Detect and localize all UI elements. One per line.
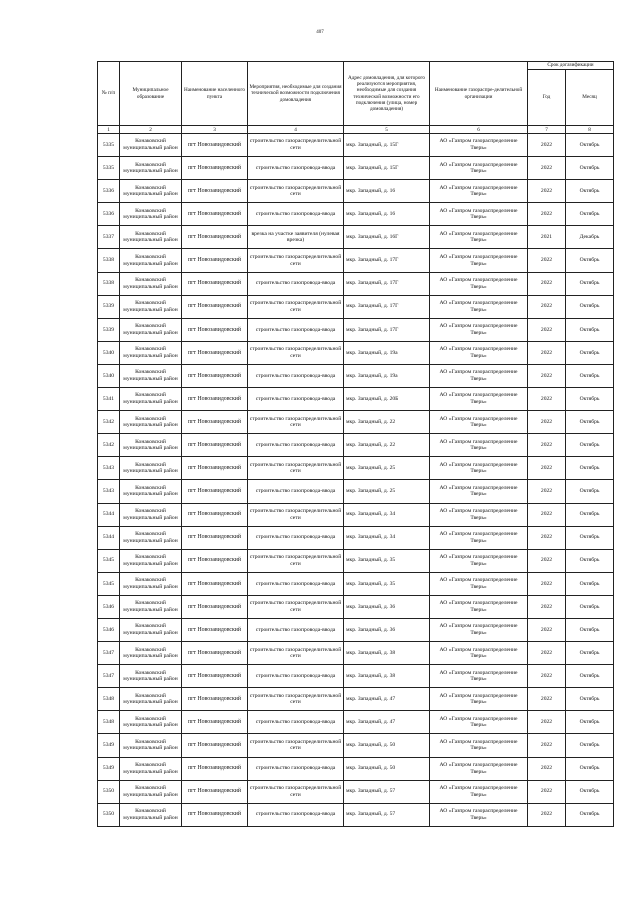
address-cell: мкр. Западный, д. 38: [344, 665, 430, 688]
table-row: [98, 642, 614, 665]
month-cell: Октябрь: [566, 388, 614, 411]
municipality-cell: Конаковский муниципальный район: [120, 526, 182, 549]
header-gas-org: Наименование газораспре-делительной организации: [430, 62, 528, 126]
settlement-cell: пгт Новозавидовский: [182, 457, 248, 480]
header-measures: Мероприятия, необходимые для создания технической возможности подключения домовладения: [248, 62, 344, 126]
year-cell: 2022: [528, 549, 566, 572]
month-cell: Октябрь: [566, 526, 614, 549]
table-row: [98, 249, 614, 272]
table-row: [98, 618, 614, 641]
municipality-cell: Конаковский муниципальный район: [120, 318, 182, 341]
gas-org-cell: АО «Газпром газораспределение Тверь»: [430, 180, 528, 203]
year-cell: 2022: [528, 134, 566, 157]
address-cell: мкр. Западный, д. 20Б: [344, 388, 430, 411]
table-row: [98, 434, 614, 457]
municipality-cell: Конаковский муниципальный район: [120, 364, 182, 387]
municipality-cell: Конаковский муниципальный район: [120, 272, 182, 295]
month-cell: Октябрь: [566, 757, 614, 780]
column-number-cell: 8: [566, 126, 614, 134]
table-row: [98, 411, 614, 434]
gas-org-cell: АО «Газпром газораспределение Тверь»: [430, 134, 528, 157]
municipality-cell: Конаковский муниципальный район: [120, 688, 182, 711]
settlement-cell: пгт Новозавидовский: [182, 803, 248, 826]
municipality-cell: Конаковский муниципальный район: [120, 411, 182, 434]
municipality-cell: Конаковский муниципальный район: [120, 388, 182, 411]
year-cell: 2022: [528, 180, 566, 203]
measure-cell: строительство газопровода-ввода: [248, 388, 344, 411]
gas-org-cell: АО «Газпром газораспределение Тверь»: [430, 434, 528, 457]
address-cell: мкр. Западный, д. 16: [344, 180, 430, 203]
measure-cell: строительство газопровода-ввода: [248, 803, 344, 826]
year-cell: 2022: [528, 388, 566, 411]
month-cell: Октябрь: [566, 503, 614, 526]
row-number-cell: 5335: [98, 157, 120, 180]
column-number-cell: 7: [528, 126, 566, 134]
year-cell: 2022: [528, 780, 566, 803]
row-number-cell: 5336: [98, 203, 120, 226]
municipality-cell: Конаковский муниципальный район: [120, 757, 182, 780]
month-cell: Октябрь: [566, 595, 614, 618]
settlement-cell: пгт Новозавидовский: [182, 595, 248, 618]
table-row: [98, 388, 614, 411]
address-cell: мкр. Западный, д. 25: [344, 480, 430, 503]
municipality-cell: Конаковский муниципальный район: [120, 226, 182, 249]
municipality-cell: Конаковский муниципальный район: [120, 642, 182, 665]
address-cell: мкр. Западный, д. 16: [344, 203, 430, 226]
gas-org-cell: АО «Газпром газораспределение Тверь»: [430, 665, 528, 688]
header-deadline: Срок догазификации: [528, 62, 614, 70]
year-cell: 2022: [528, 642, 566, 665]
row-number-cell: 5345: [98, 549, 120, 572]
gas-org-cell: АО «Газпром газораспределение Тверь»: [430, 388, 528, 411]
table-row: [98, 665, 614, 688]
address-cell: мкр. Западный, д. 15Г: [344, 157, 430, 180]
row-number-cell: 5350: [98, 780, 120, 803]
settlement-cell: пгт Новозавидовский: [182, 203, 248, 226]
row-number-cell: 5335: [98, 134, 120, 157]
municipality-cell: Конаковский муниципальный район: [120, 572, 182, 595]
row-number-cell: 5344: [98, 503, 120, 526]
year-cell: 2022: [528, 665, 566, 688]
measure-cell: строительство газораспределительной сети: [248, 134, 344, 157]
month-cell: Октябрь: [566, 157, 614, 180]
municipality-cell: Конаковский муниципальный район: [120, 341, 182, 364]
month-cell: Октябрь: [566, 203, 614, 226]
year-cell: 2022: [528, 503, 566, 526]
settlement-cell: пгт Новозавидовский: [182, 157, 248, 180]
table-row: [98, 180, 614, 203]
measure-cell: строительство газораспределительной сети: [248, 549, 344, 572]
row-number-cell: 5345: [98, 572, 120, 595]
settlement-cell: пгт Новозавидовский: [182, 480, 248, 503]
address-cell: мкр. Западный, д. 19а: [344, 341, 430, 364]
settlement-cell: пгт Новозавидовский: [182, 642, 248, 665]
gas-org-cell: АО «Газпром газораспределение Тверь»: [430, 411, 528, 434]
month-cell: Октябрь: [566, 341, 614, 364]
address-cell: мкр. Западный, д. 36: [344, 618, 430, 641]
gas-org-cell: АО «Газпром газораспределение Тверь»: [430, 318, 528, 341]
municipality-cell: Конаковский муниципальный район: [120, 734, 182, 757]
gas-org-cell: АО «Газпром газораспределение Тверь»: [430, 595, 528, 618]
gas-org-cell: АО «Газпром газораспределение Тверь»: [430, 734, 528, 757]
table-row: [98, 457, 614, 480]
settlement-cell: пгт Новозавидовский: [182, 388, 248, 411]
gas-org-cell: АО «Газпром газораспределение Тверь»: [430, 226, 528, 249]
measure-cell: строительство газопровода-ввода: [248, 434, 344, 457]
address-cell: мкр. Западный, д. 50: [344, 734, 430, 757]
gas-org-cell: АО «Газпром газораспределение Тверь»: [430, 157, 528, 180]
month-cell: Октябрь: [566, 134, 614, 157]
measure-cell: строительство газопровода-ввода: [248, 711, 344, 734]
measure-cell: строительство газораспределительной сети: [248, 780, 344, 803]
year-cell: 2022: [528, 457, 566, 480]
settlement-cell: пгт Новозавидовский: [182, 780, 248, 803]
table-row: [98, 226, 614, 249]
header-num: № п/п: [98, 62, 120, 126]
measure-cell: строительство газораспределительной сети: [248, 503, 344, 526]
month-cell: Октябрь: [566, 480, 614, 503]
address-cell: мкр. Западный, д. 17Г: [344, 318, 430, 341]
gas-org-cell: АО «Газпром газораспределение Тверь»: [430, 364, 528, 387]
table-row: [98, 203, 614, 226]
settlement-cell: пгт Новозавидовский: [182, 688, 248, 711]
row-number-cell: 5347: [98, 642, 120, 665]
table-header: [98, 62, 614, 134]
month-cell: Октябрь: [566, 249, 614, 272]
municipality-cell: Конаковский муниципальный район: [120, 295, 182, 318]
year-cell: 2022: [528, 757, 566, 780]
settlement-cell: пгт Новозавидовский: [182, 226, 248, 249]
settlement-cell: пгт Новозавидовский: [182, 526, 248, 549]
settlement-cell: пгт Новозавидовский: [182, 618, 248, 641]
settlement-cell: пгт Новозавидовский: [182, 665, 248, 688]
gas-org-cell: АО «Газпром газораспределение Тверь»: [430, 503, 528, 526]
table-row: [98, 364, 614, 387]
measure-cell: строительство газораспределительной сети: [248, 295, 344, 318]
gas-org-cell: АО «Газпром газораспределение Тверь»: [430, 572, 528, 595]
gasification-table: [97, 61, 614, 827]
gas-org-cell: АО «Газпром газораспределение Тверь»: [430, 457, 528, 480]
table-row: [98, 780, 614, 803]
address-cell: мкр. Западный, д. 19а: [344, 364, 430, 387]
settlement-cell: пгт Новозавидовский: [182, 572, 248, 595]
table-row: [98, 711, 614, 734]
row-number-cell: 5346: [98, 595, 120, 618]
address-cell: мкр. Западный, д. 57: [344, 780, 430, 803]
address-cell: мкр. Западный, д. 22: [344, 411, 430, 434]
gas-org-cell: АО «Газпром газораспределение Тверь»: [430, 780, 528, 803]
measure-cell: строительство газопровода-ввода: [248, 572, 344, 595]
year-cell: 2022: [528, 157, 566, 180]
month-cell: Октябрь: [566, 665, 614, 688]
table-row: [98, 572, 614, 595]
table-row: [98, 549, 614, 572]
municipality-cell: Конаковский муниципальный район: [120, 503, 182, 526]
column-number-cell: 1: [98, 126, 120, 134]
table-row: [98, 134, 614, 157]
header-municipality: Муниципальное образование: [120, 62, 182, 126]
row-number-cell: 5347: [98, 665, 120, 688]
measure-cell: строительство газораспределительной сети: [248, 341, 344, 364]
year-cell: 2022: [528, 341, 566, 364]
row-number-cell: 5343: [98, 457, 120, 480]
measure-cell: строительство газопровода-ввода: [248, 665, 344, 688]
address-cell: мкр. Западный, д. 15Г: [344, 134, 430, 157]
row-number-cell: 5337: [98, 226, 120, 249]
gas-org-cell: АО «Газпром газораспределение Тверь»: [430, 549, 528, 572]
row-number-cell: 5349: [98, 757, 120, 780]
measure-cell: строительство газопровода-ввода: [248, 203, 344, 226]
row-number-cell: 5338: [98, 272, 120, 295]
address-cell: мкр. Западный, д. 57: [344, 803, 430, 826]
gas-org-cell: АО «Газпром газораспределение Тверь»: [430, 480, 528, 503]
table-body: [98, 134, 614, 827]
table-row: [98, 341, 614, 364]
measure-cell: строительство газораспределительной сети: [248, 411, 344, 434]
measure-cell: строительство газораспределительной сети: [248, 180, 344, 203]
gas-org-cell: АО «Газпром газораспределение Тверь»: [430, 757, 528, 780]
year-cell: 2022: [528, 272, 566, 295]
page-number: 407: [316, 30, 324, 35]
year-cell: 2022: [528, 803, 566, 826]
settlement-cell: пгт Новозавидовский: [182, 434, 248, 457]
municipality-cell: Конаковский муниципальный район: [120, 711, 182, 734]
municipality-cell: Конаковский муниципальный район: [120, 203, 182, 226]
address-cell: мкр. Западный, д. 50: [344, 757, 430, 780]
settlement-cell: пгт Новозавидовский: [182, 711, 248, 734]
row-number-cell: 5348: [98, 711, 120, 734]
gas-org-cell: АО «Газпром газораспределение Тверь»: [430, 642, 528, 665]
month-cell: Октябрь: [566, 180, 614, 203]
month-cell: Октябрь: [566, 318, 614, 341]
measure-cell: строительство газораспределительной сети: [248, 642, 344, 665]
month-cell: Октябрь: [566, 688, 614, 711]
year-cell: 2022: [528, 595, 566, 618]
year-cell: 2022: [528, 411, 566, 434]
table-row: [98, 595, 614, 618]
row-number-cell: 5340: [98, 341, 120, 364]
municipality-cell: Конаковский муниципальный район: [120, 803, 182, 826]
gas-org-cell: АО «Газпром газораспределение Тверь»: [430, 711, 528, 734]
municipality-cell: Конаковский муниципальный район: [120, 618, 182, 641]
table-row: [98, 318, 614, 341]
gas-org-cell: АО «Газпром газораспределение Тверь»: [430, 341, 528, 364]
measure-cell: строительство газопровода-ввода: [248, 318, 344, 341]
municipality-cell: Конаковский муниципальный район: [120, 434, 182, 457]
address-cell: мкр. Западный, д. 47: [344, 711, 430, 734]
month-cell: Октябрь: [566, 734, 614, 757]
municipality-cell: Конаковский муниципальный район: [120, 480, 182, 503]
table-row: [98, 757, 614, 780]
column-number-cell: 6: [430, 126, 528, 134]
settlement-cell: пгт Новозавидовский: [182, 180, 248, 203]
address-cell: мкр. Западный, д. 16Г: [344, 226, 430, 249]
month-cell: Октябрь: [566, 572, 614, 595]
address-cell: мкр. Западный, д. 34: [344, 503, 430, 526]
address-cell: мкр. Западный, д. 17Г: [344, 295, 430, 318]
row-number-cell: 5350: [98, 803, 120, 826]
row-number-cell: 5336: [98, 180, 120, 203]
year-cell: 2021: [528, 226, 566, 249]
row-number-cell: 5341: [98, 388, 120, 411]
address-cell: мкр. Западный, д. 36: [344, 595, 430, 618]
settlement-cell: пгт Новозавидовский: [182, 364, 248, 387]
column-number-cell: 3: [182, 126, 248, 134]
month-cell: Октябрь: [566, 780, 614, 803]
month-cell: Октябрь: [566, 711, 614, 734]
table-row: [98, 503, 614, 526]
year-cell: 2022: [528, 295, 566, 318]
row-number-cell: 5349: [98, 734, 120, 757]
header-settlement: Наименование населенного пункта: [182, 62, 248, 126]
year-cell: 2022: [528, 318, 566, 341]
table-row: [98, 480, 614, 503]
year-cell: 2022: [528, 203, 566, 226]
column-number-cell: 2: [120, 126, 182, 134]
settlement-cell: пгт Новозавидовский: [182, 318, 248, 341]
column-number-cell: 4: [248, 126, 344, 134]
measure-cell: строительство газораспределительной сети: [248, 688, 344, 711]
gas-org-cell: АО «Газпром газораспределение Тверь»: [430, 295, 528, 318]
table-row: [98, 688, 614, 711]
year-cell: 2022: [528, 688, 566, 711]
municipality-cell: Конаковский муниципальный район: [120, 134, 182, 157]
table-row: [98, 803, 614, 826]
year-cell: 2022: [528, 711, 566, 734]
year-cell: 2022: [528, 480, 566, 503]
year-cell: 2022: [528, 364, 566, 387]
row-number-cell: 5344: [98, 526, 120, 549]
municipality-cell: Конаковский муниципальный район: [120, 595, 182, 618]
gas-org-cell: АО «Газпром газораспределение Тверь»: [430, 803, 528, 826]
row-number-cell: 5342: [98, 434, 120, 457]
table-row: [98, 157, 614, 180]
column-number-cell: 5: [344, 126, 430, 134]
month-cell: Октябрь: [566, 618, 614, 641]
column-number-row: [98, 126, 614, 134]
table-row: [98, 295, 614, 318]
address-cell: мкр. Западный, д. 35: [344, 549, 430, 572]
row-number-cell: 5346: [98, 618, 120, 641]
month-cell: Декабрь: [566, 226, 614, 249]
measure-cell: строительство газопровода-ввода: [248, 526, 344, 549]
settlement-cell: пгт Новозавидовский: [182, 757, 248, 780]
settlement-cell: пгт Новозавидовский: [182, 341, 248, 364]
municipality-cell: Конаковский муниципальный район: [120, 157, 182, 180]
settlement-cell: пгт Новозавидовский: [182, 411, 248, 434]
row-number-cell: 5348: [98, 688, 120, 711]
address-cell: мкр. Западный, д. 34: [344, 526, 430, 549]
settlement-cell: пгт Новозавидовский: [182, 249, 248, 272]
table-row: [98, 272, 614, 295]
month-cell: Октябрь: [566, 803, 614, 826]
settlement-cell: пгт Новозавидовский: [182, 503, 248, 526]
settlement-cell: пгт Новозавидовский: [182, 272, 248, 295]
measure-cell: строительство газораспределительной сети: [248, 595, 344, 618]
address-cell: мкр. Западный, д. 47: [344, 688, 430, 711]
row-number-cell: 5338: [98, 249, 120, 272]
measure-cell: строительство газопровода-ввода: [248, 480, 344, 503]
month-cell: Октябрь: [566, 295, 614, 318]
municipality-cell: Конаковский муниципальный район: [120, 549, 182, 572]
month-cell: Октябрь: [566, 411, 614, 434]
settlement-cell: пгт Новозавидовский: [182, 549, 248, 572]
measure-cell: строительство газопровода-ввода: [248, 757, 344, 780]
measure-cell: строительство газораспределительной сети: [248, 457, 344, 480]
gas-org-cell: АО «Газпром газораспределение Тверь»: [430, 272, 528, 295]
measure-cell: строительство газопровода-ввода: [248, 618, 344, 641]
header-address: Адрес домовладения, для которого реализуются мероприятия, необходимые для создания технической возможности его подключения (улица, номер домовладения): [344, 62, 430, 126]
gas-org-cell: АО «Газпром газораспределение Тверь»: [430, 249, 528, 272]
address-cell: мкр. Западный, д. 25: [344, 457, 430, 480]
address-cell: мкр. Западный, д. 17Г: [344, 249, 430, 272]
month-cell: Октябрь: [566, 457, 614, 480]
settlement-cell: пгт Новозавидовский: [182, 134, 248, 157]
settlement-cell: пгт Новозавидовский: [182, 295, 248, 318]
gas-org-cell: АО «Газпром газораспределение Тверь»: [430, 618, 528, 641]
address-cell: мкр. Западный, д. 35: [344, 572, 430, 595]
gasification-table-sheet: [97, 61, 613, 827]
month-cell: Октябрь: [566, 549, 614, 572]
month-cell: Октябрь: [566, 272, 614, 295]
year-cell: 2022: [528, 526, 566, 549]
month-cell: Октябрь: [566, 434, 614, 457]
measure-cell: строительство газопровода-ввода: [248, 272, 344, 295]
month-cell: Октябрь: [566, 642, 614, 665]
gas-org-cell: АО «Газпром газораспределение Тверь»: [430, 526, 528, 549]
table-row: [98, 734, 614, 757]
municipality-cell: Конаковский муниципальный район: [120, 249, 182, 272]
settlement-cell: пгт Новозавидовский: [182, 734, 248, 757]
address-cell: мкр. Западный, д. 38: [344, 642, 430, 665]
address-cell: мкр. Западный, д. 17Г: [344, 272, 430, 295]
measure-cell: врезка на участке заявителя (нулевая врезка): [248, 226, 344, 249]
address-cell: мкр. Западный, д. 22: [344, 434, 430, 457]
measure-cell: строительство газораспределительной сети: [248, 734, 344, 757]
row-number-cell: 5339: [98, 318, 120, 341]
year-cell: 2022: [528, 434, 566, 457]
header-year: Год: [528, 70, 566, 126]
measure-cell: строительство газопровода-ввода: [248, 364, 344, 387]
row-number-cell: 5340: [98, 364, 120, 387]
row-number-cell: 5339: [98, 295, 120, 318]
municipality-cell: Конаковский муниципальный район: [120, 457, 182, 480]
municipality-cell: Конаковский муниципальный район: [120, 180, 182, 203]
table-row: [98, 526, 614, 549]
gas-org-cell: АО «Газпром газораспределение Тверь»: [430, 203, 528, 226]
measure-cell: строительство газораспределительной сети: [248, 249, 344, 272]
municipality-cell: Конаковский муниципальный район: [120, 665, 182, 688]
year-cell: 2022: [528, 249, 566, 272]
year-cell: 2022: [528, 618, 566, 641]
municipality-cell: Конаковский муниципальный район: [120, 780, 182, 803]
month-cell: Октябрь: [566, 364, 614, 387]
gas-org-cell: АО «Газпром газораспределение Тверь»: [430, 688, 528, 711]
year-cell: 2022: [528, 572, 566, 595]
year-cell: 2022: [528, 734, 566, 757]
row-number-cell: 5343: [98, 480, 120, 503]
header-month: Месяц: [566, 70, 614, 126]
measure-cell: строительство газопровода-ввода: [248, 157, 344, 180]
row-number-cell: 5342: [98, 411, 120, 434]
